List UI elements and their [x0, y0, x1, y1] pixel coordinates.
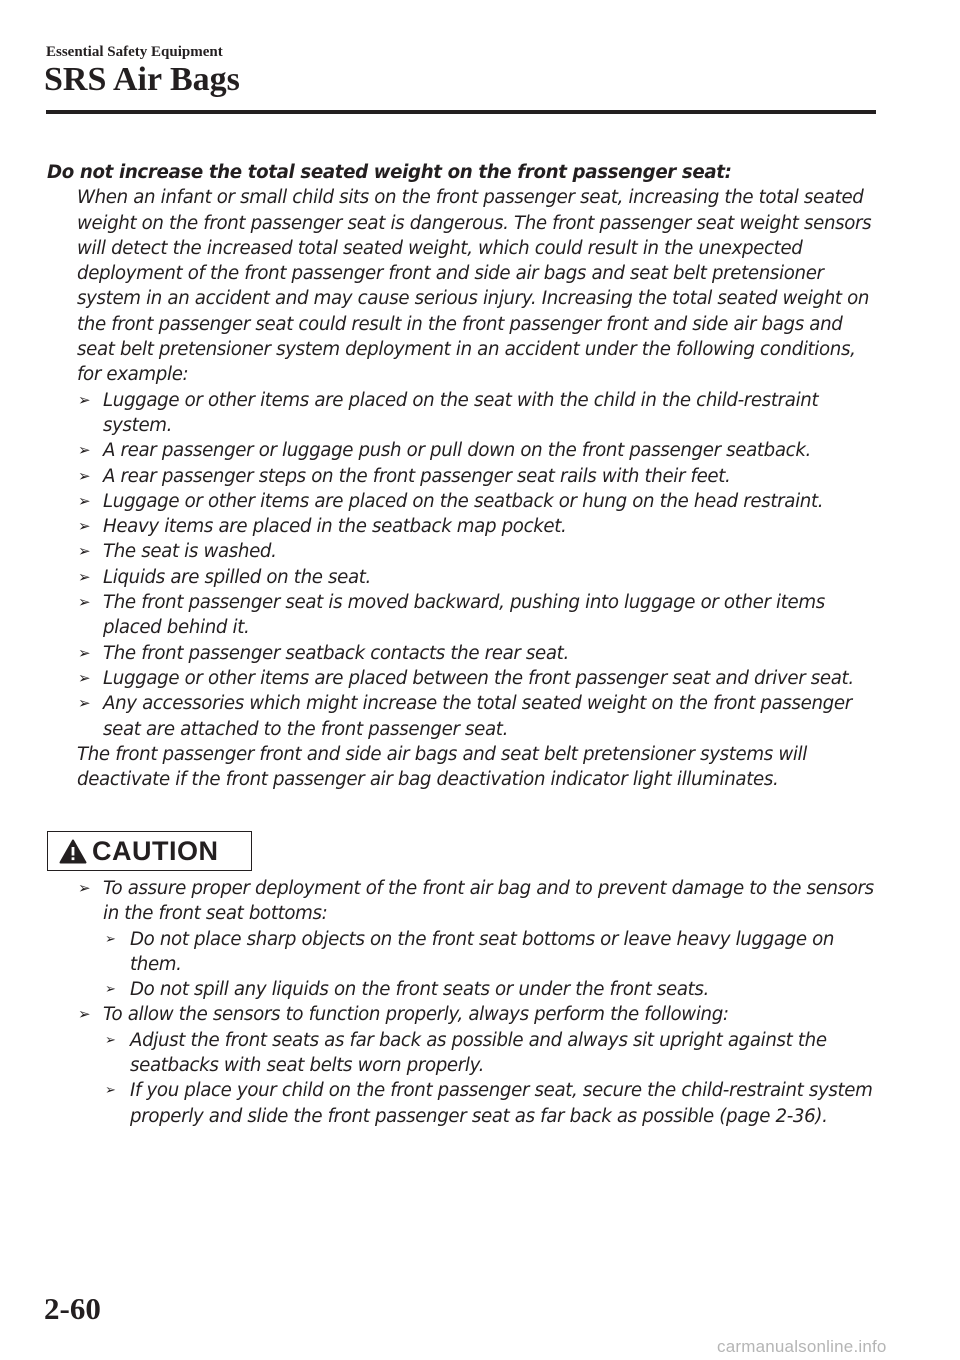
arrowhead-bullet-icon: ➢: [78, 542, 91, 561]
caution-label: CAUTION: [92, 836, 219, 866]
list-item: ➢ Do not spill any liquids on the front seats or under the front seats.: [103, 977, 882, 1002]
list-item: ➢ To assure proper deployment of the front air bag and to prevent damage to the sensors in the front seat bottoms: ➢ Do not place sharp objects on the front seat bottoms or leave heavy luggage on them. ➢ Do not spill any liquids on the front seats or under the front seats.: [47, 876, 882, 1002]
arrowhead-bullet-icon: ➢: [105, 931, 116, 947]
list-item: ➢ A rear passenger or luggage push or pull down on the front passenger seatback.: [47, 438, 882, 463]
arrowhead-bullet-icon: ➢: [78, 643, 91, 662]
page-title: SRS Air Bags: [44, 61, 240, 98]
caution-sublist: [103, 927, 882, 1003]
arrowhead-bullet-icon: ➢: [105, 1032, 116, 1048]
list-item: ➢ Luggage or other items are placed on the seatback or hung on the head restraint.: [47, 489, 882, 514]
arrowhead-bullet-icon: ➢: [78, 491, 91, 510]
arrowhead-bullet-icon: ➢: [78, 668, 91, 687]
list-item: ➢ To allow the sensors to function properly, always perform the following: ➢ Adjust the front seats as far back as possible and always sit upright against the seatbacks with seat belts worn properly. ➢ If you place your child on the front passenger seat, secure the child-restraint system properly and slide the front passenger seat as far back as possible (page 2-36).: [47, 1002, 882, 1128]
caution-list: [47, 876, 882, 1129]
warning-title: Do not increase the total seated weight on the front passenger seat:: [47, 162, 732, 183]
list-item: ➢ The front passenger seat is moved backward, pushing into luggage or other items placed behind it.: [78, 592, 825, 639]
list-item: ➢ Do not place sharp objects on the front seat bottoms or leave heavy luggage on them.: [105, 928, 835, 975]
arrowhead-bullet-icon: ➢: [78, 466, 91, 485]
condition-list: [47, 388, 882, 742]
arrowhead-bullet-icon: ➢: [78, 567, 91, 586]
arrowhead-bullet-icon: ➢: [78, 441, 91, 460]
arrowhead-bullet-icon: ➢: [78, 593, 91, 612]
list-item: ➢ Luggage or other items are placed on the seat with the child in the child-restraint system.: [78, 389, 819, 436]
list-item: ➢ Adjust the front seats as far back as possible and always sit upright against the seatbacks with seat belts worn properly.: [105, 1029, 827, 1077]
page-number: 2-60: [44, 1291, 101, 1326]
arrowhead-bullet-icon: ➢: [105, 982, 116, 998]
list-item: ➢ Liquids are spilled on the seat.: [47, 565, 882, 590]
warning-triangle-icon: [59, 839, 87, 864]
list-item: ➢ Any accessories which might increase the total seated weight on the front passenger seat are attached to the front passenger seat.: [78, 693, 852, 740]
warning-paragraph: When an infant or small child sits on the front passenger seat, increasing the total seated weight on the front passenger seat is dangerous. The front passenger seat weight sensors will detect the increased total seated weight, which could result in the unexpected deployment of the front passenger front and side air bags and seat belt pretensioner system in an accident and may cause serious injury. Increasing the total seated weight on the front passenger seat could result in the front passenger front and side air bags and seat belt pretensioner system deployment in an accident under the following conditions, for example:: [77, 187, 872, 386]
section-label: Essential Safety Equipment: [46, 44, 223, 60]
warning-block: [47, 160, 882, 792]
caution-block: [47, 876, 882, 1129]
arrowhead-bullet-icon: ➢: [78, 879, 91, 897]
list-item: ➢ The seat is washed.: [47, 539, 882, 564]
caution-sublist: [103, 1028, 882, 1129]
arrowhead-bullet-icon: ➢: [78, 694, 91, 713]
watermark: carmanualsonline.info: [717, 1337, 887, 1356]
list-item: ➢ The front passenger seatback contacts the rear seat.: [47, 641, 882, 666]
arrowhead-bullet-icon: ➢: [78, 1005, 91, 1024]
list-item: ➢ Luggage or other items are placed between the front passenger seat and driver seat.: [47, 666, 882, 691]
header-divider: [46, 110, 876, 114]
arrowhead-bullet-icon: ➢: [78, 517, 91, 536]
arrowhead-bullet-icon: ➢: [78, 390, 91, 409]
warning-closing: The front passenger front and side air bags and seat belt pretensioner systems will deactivate if the front passenger air bag deactivation indicator light illuminates.: [77, 743, 807, 791]
list-item: ➢ Heavy items are placed in the seatback map pocket.: [47, 514, 882, 539]
caution-heading: [47, 831, 252, 871]
list-item: ➢ A rear passenger steps on the front passenger seat rails with their feet.: [47, 464, 882, 489]
arrowhead-bullet-icon: ➢: [105, 1083, 116, 1099]
list-item: ➢ If you place your child on the front passenger seat, secure the child-restraint system properly and slide the front passenger seat as far back as possible (page 2-36).: [105, 1080, 873, 1127]
